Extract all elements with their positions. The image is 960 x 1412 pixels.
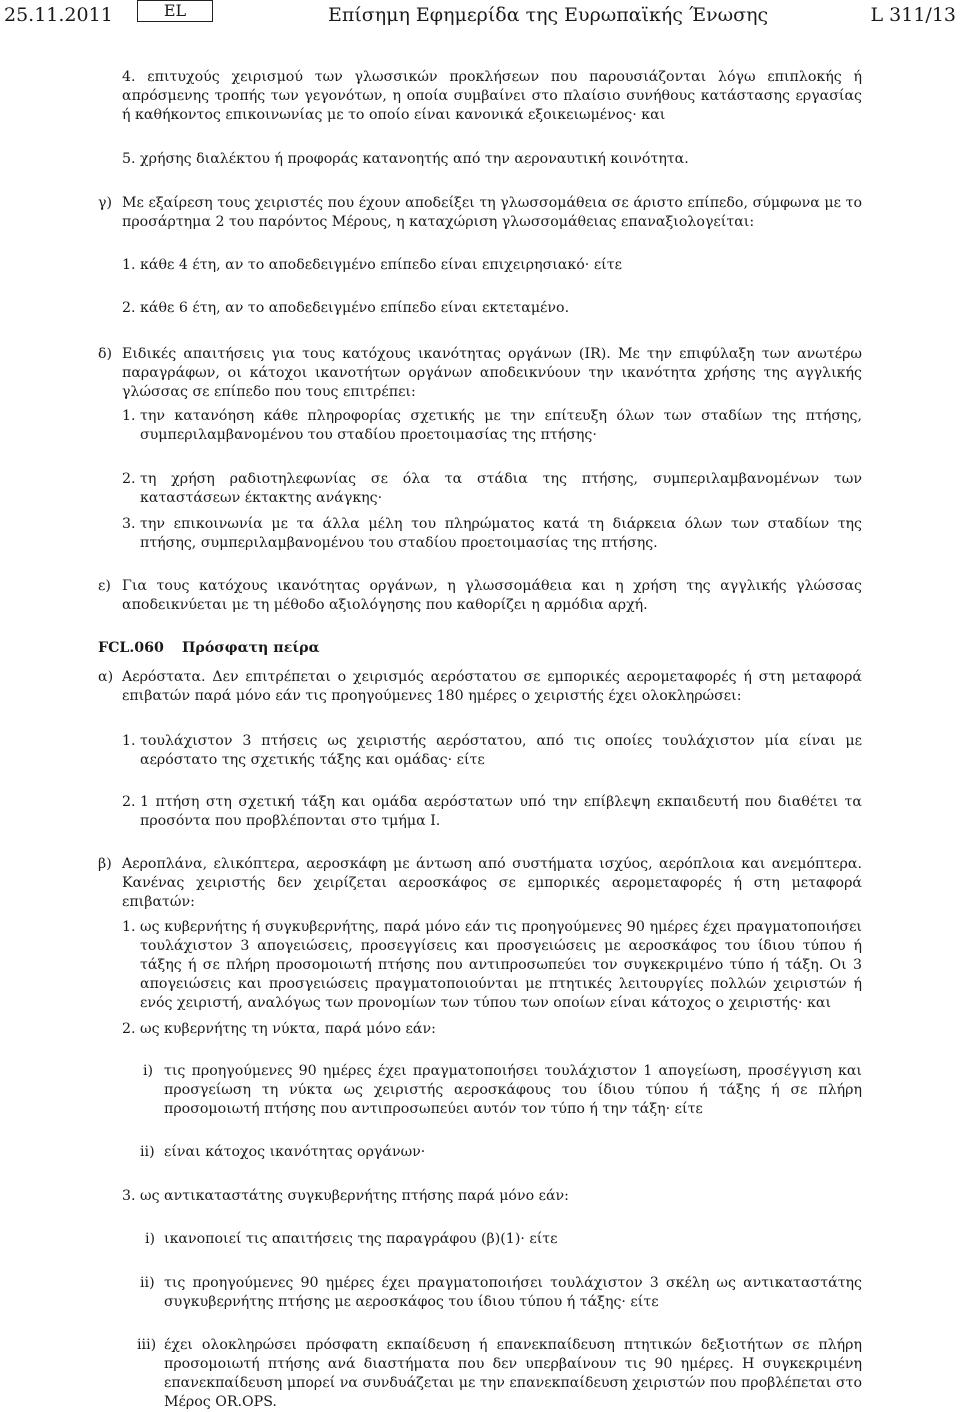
paragraph: την επικοινωνία με τα άλλα μέλη του πληρώματος κατά τη διάρκεια όλων των σταδίων της πτήσης, συμπεριλαμβανομένου του σταδίου προετοιμασίας της πτήσης. (140, 516, 862, 551)
section-code: FCL.060 (98, 640, 164, 656)
paragraph: 1. κάθε 4 έτη, αν το αποδεδειγμένο επίπεδο είναι επιχειρησιακό· είτε (122, 257, 622, 273)
paragraph: Αερόστατα. Δεν επιτρέπεται ο χειρισμός αερόστατου σε εμπορικές αερομεταφορές ή στη μεταφορά επιβατών παρά μόνο εάν τις προηγούμενες 180 ημέρες ο χειριστής έχει ολοκληρώσει: (122, 669, 862, 704)
item-label: 1. (122, 733, 136, 749)
item-label: α) (98, 669, 114, 685)
item-label: 2. (122, 794, 136, 810)
paragraph: Για τους κατόχους ικανότητας οργάνων, η γλωσσομάθεια και η χρήση της αγγλικής γλώσσας αποδεικνύεται με τη μέθοδο αξιολόγησης που καθορίζει η αρμόδια αρχή. (122, 578, 862, 613)
paragraph: τη χρήση ραδιοτηλεφωνίας σε όλα τα στάδια της πτήσης, συμπεριλαμβανομένων των καταστάσεων έκτακτης ανάγκης· (140, 471, 862, 506)
paragraph: ως κυβερνήτης τη νύκτα, παρά μόνο εάν: (140, 1021, 436, 1037)
item-label: i) (143, 1063, 154, 1079)
paragraph: 4. επιτυχούς χειρισμού των γλωσσικών προκλήσεων που παρουσιάζονται λόγω επιπλοκής ή απρόσμενης τροπής των γεγονότων, η οποία συμβαίνει στο πλαίσιο συνήθους κατάστασης εργασίας ή καθήκοντος επικοινωνίας με το οποίο είναι κανονικά εξοικειωμένος· και (122, 69, 862, 123)
language-badge: EL (137, 0, 213, 22)
item-label: ii) (140, 1144, 155, 1160)
item-label: 2. (122, 471, 136, 487)
paragraph: ως κυβερνήτης ή συγκυβερνήτης, παρά μόνο εάν τις προηγούμενες 90 ημέρες έχει πραγματοποιήσει τουλάχιστον 3 απογειώσεις, προσεγγίσεις και προσγειώσεις με αεροσκάφος του ίδιου τύπου ή τάξης ή σε πλήρη προσομοιωτή πτήσης που αντιπροσωπεύει τον συγκεκριμένο τύπο ή τάξη. Οι 3 απογειώσεις και προσγειώσεις πραγματοποιούνται με πτητικές λειτουργίες πολλών χειριστών ή ενός χειριστή, αναλόγως των προνομίων των τύπου των οποίων είναι κάτοχος ο χειριστής· και (140, 919, 862, 1011)
publication-date: 25.11.2011 (4, 4, 113, 26)
paragraph: τις προηγούμενες 90 ημέρες έχει πραγματοποιήσει τουλάχιστον 3 σκέλη ως αντικαταστάτης συγκυβερνήτης πτήσης με αεροσκάφος του ίδιου τύπου ή τάξης· είτε (164, 1275, 862, 1310)
item-label: ε) (98, 578, 111, 594)
paragraph: Ειδικές απαιτήσεις για τους κατόχους ικανότητας οργάνων (IR). Με την επιφύλαξη των ανωτέρω παραγράφων, οι κάτοχοι ικανοτήτων οργάνων αποδεικνύουν την ικανότητα χρήσης της αγγλικής γλώσσας σε επίπεδο που τους επιτρέπει: (122, 346, 862, 400)
item-label: 3. (122, 516, 136, 532)
item-label: ii) (140, 1275, 155, 1291)
journal-title: Επίσημη Εφημερίδα της Ευρωπαϊκής Ένωσης (328, 4, 769, 26)
item-label: 3. (122, 1188, 136, 1204)
item-label: i) (145, 1231, 156, 1247)
paragraph: 2. κάθε 6 έτη, αν το αποδεδειγμένο επίπεδο είναι εκτεταμένο. (122, 300, 570, 316)
item-label: γ) (98, 195, 113, 211)
paragraph: τις προηγούμενες 90 ημέρες έχει πραγματοποιήσει τουλάχιστον 1 απογείωση, προσέγγιση και προσγείωση τη νύκτα ως χειριστής αεροσκάφους του ίδιου τύπου ή τάξης ή σε πλήρη προσομοιωτή πτήσης που αντιπροσωπεύει αυτόν τον τύπο ή την τάξη· είτε (164, 1063, 862, 1117)
paragraph: ικανοποιεί τις απαιτήσεις της παραγράφου (β)(1)· είτε (164, 1231, 558, 1247)
paragraph: 5. χρήσης διαλέκτου ή προφοράς κατανοητής από την αεροναυτική κοινότητα. (122, 151, 689, 167)
item-label: β) (98, 856, 112, 872)
item-label: 1. (122, 408, 136, 424)
paragraph: 1 πτήση στη σχετική τάξη και ομάδα αερόστατων υπό την επίβλεψη εκπαιδευτή που διαθέτει τα προσόντα που προβλέπονται στο τμήμα I. (140, 794, 862, 829)
item-label: 1. (122, 919, 136, 935)
paragraph: Με εξαίρεση τους χειριστές που έχουν αποδείξει τη γλωσσομάθεια σε άριστο επίπεδο, σύμφωνα με το προσάρτημα 2 του παρόντος Μέρους, η καταχώριση γλωσσομάθειας επαναξιολογείται: (122, 195, 862, 230)
section-title: Πρόσφατη πείρα (182, 640, 320, 656)
page-number: L 311/13 (870, 4, 956, 26)
paragraph: ως αντικαταστάτης συγκυβερνήτης πτήσης παρά μόνο εάν: (140, 1188, 569, 1204)
item-label: iii) (137, 1337, 157, 1353)
paragraph: τουλάχιστον 3 πτήσεις ως χειριστής αερόστατου, από τις οποίες τουλάχιστον μία είναι με αερόστατο της σχετικής τάξης και ομάδας· είτε (140, 733, 862, 768)
paragraph: είναι κάτοχος ικανότητας οργάνων· (164, 1144, 426, 1160)
paragraph: την κατανόηση κάθε πληροφορίας σχετικής με την επίτευξη όλων των σταδίων της πτήσης, συμπεριλαμβανομένου του σταδίου προετοιμασίας της πτήσης· (140, 408, 862, 443)
item-label: 2. (122, 1021, 136, 1037)
paragraph: έχει ολοκληρώσει πρόσφατη εκπαίδευση ή επανεκπαίδευση πτητικών δεξιοτήτων σε πλήρη προσομοιωτή πτήσης ανά διαστήματα που δεν υπερβαίνουν τις 90 ημέρες. Η συγκεκριμένη επανεκπαίδευση μπορεί να συνδυάζεται με την επανεκπαίδευση χειριστών που προβλέπεται στο Μέρος OR.OPS. (164, 1337, 862, 1410)
item-label: δ) (98, 346, 113, 362)
paragraph: Αεροπλάνα, ελικόπτερα, αεροσκάφη με άντωση από συστήματα ισχύος, αερόπλοια και ανεμόπτερα. Κανένας χειριστής δεν χειρίζεται αεροσκάφος σε εμπορικές αερομεταφορές ή στη μεταφορά επιβατών: (122, 856, 862, 910)
